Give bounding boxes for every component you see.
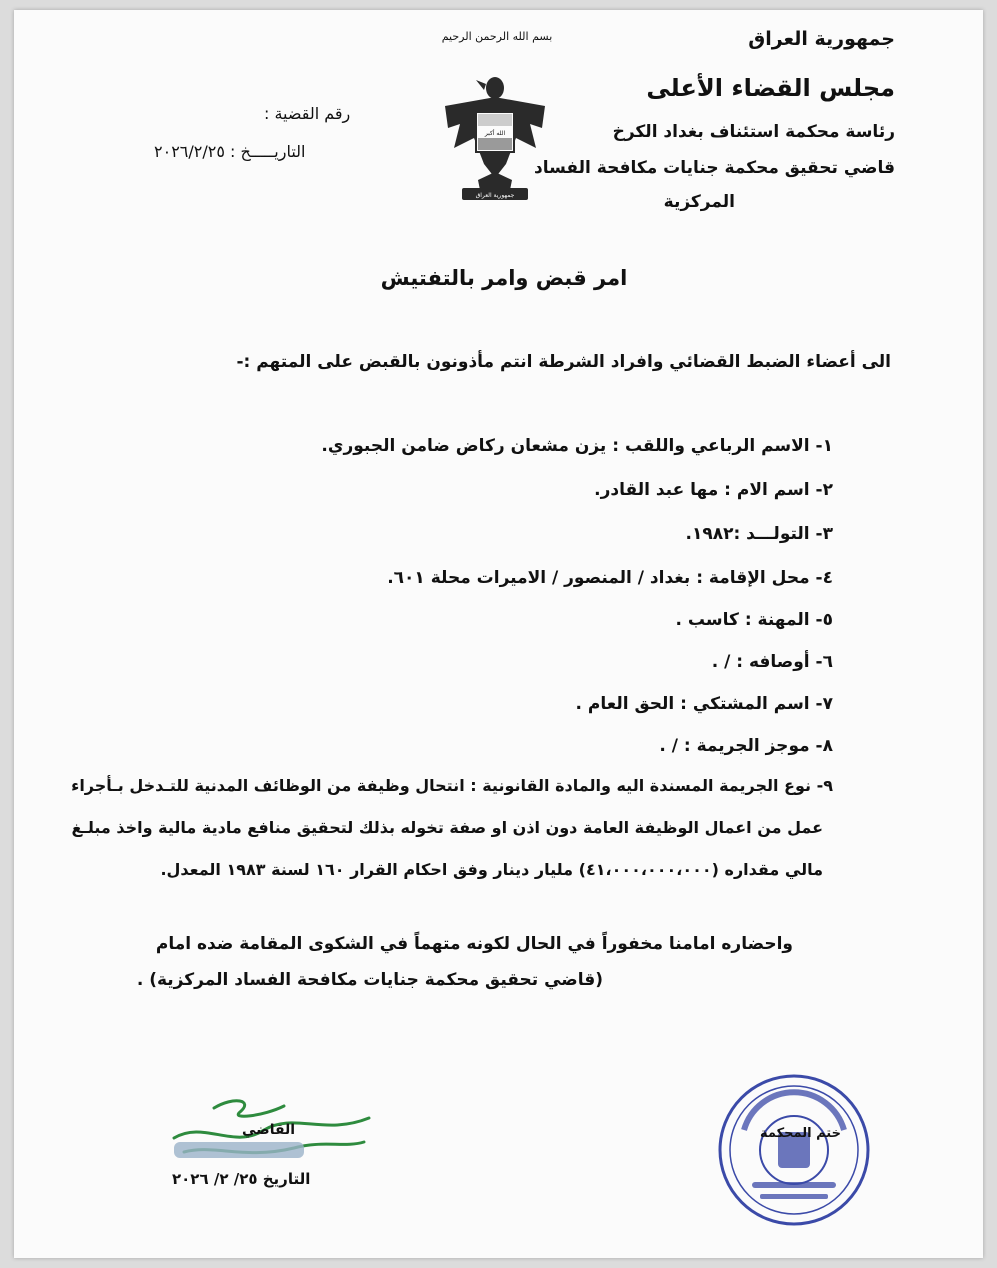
- judge-office-line2: المركزية: [663, 192, 735, 212]
- item-description: ٦- أوصافه : / .: [711, 652, 833, 672]
- judge-title: القاضي: [242, 1122, 296, 1138]
- item-birth-year: ٣- التولـــد :١٩٨٢.: [685, 524, 833, 544]
- court-presidency: رئاسة محكمة استئناف بغداد الكرخ: [612, 122, 895, 142]
- item-crime-type-line3: مالي مقداره (٤١،٠٠٠،٠٠٠،٠٠٠) مليار دينار وفق احكام القرار ١٦٠ لسنة ١٩٨٣ المعدل.: [160, 860, 823, 879]
- item-mother-name: ٢- اسم الام : مها عبد القادر.: [594, 480, 833, 500]
- closing-line1: واحضاره امامنا مخفوراً في الحال لكونه متهماً في الشكوى المقامة ضده امام: [155, 934, 793, 954]
- judge-office-line1: قاضي تحقيق محكمة جنايات مكافحة الفساد: [533, 158, 895, 178]
- emblem-country-label: جمهورية العراق: [475, 192, 515, 199]
- emblem-motto: الله أكبر: [484, 130, 506, 137]
- document-page: [14, 10, 983, 1258]
- council-name: مجلس القضاء الأعلى: [646, 74, 895, 102]
- item-crime-summary: ٨- موجز الجريمة : / .: [659, 736, 833, 756]
- item-crime-type-line1: ٩- نوع الجريمة المسندة اليه والمادة القانونية : انتحال وظيفة من الوظائف المدنية للتـدخل بـأجراء: [71, 776, 833, 795]
- closing-line2: (قاضي تحقيق محكمة جنايات مكافحة الفساد المركزية) .: [136, 970, 603, 990]
- basmala: بسم الله الرحمن الرحيم: [441, 30, 553, 43]
- country-name: جمهورية العراق: [748, 28, 895, 50]
- iraq-eagle-emblem-icon: [440, 68, 550, 208]
- case-number-label: رقم القضية :: [264, 104, 351, 123]
- document-date: [154, 142, 305, 161]
- document-title: امر قبض وامر بالتفتيش: [380, 266, 628, 290]
- court-stamp: [714, 1070, 874, 1230]
- stamp-label: ختم المحكمة: [760, 1126, 841, 1141]
- signature-date: [172, 1170, 310, 1188]
- item-profession: ٥- المهنة : كاسب .: [675, 610, 833, 630]
- intro-paragraph: الى أعضاء الضبط القضائي وافراد الشرطة انتم مأذونون بالقبض على المتهم :-: [236, 352, 891, 372]
- date-label: التاريـــــخ :: [230, 142, 306, 161]
- judge-signature-block: [144, 1090, 384, 1200]
- date-value: ٢٠٢٦/٢/٢٥: [154, 142, 225, 161]
- item-complainant: ٧- اسم المشتكي : الحق العام .: [575, 694, 833, 714]
- signature-date-value: ٢٥/ ٢/ ٢٠٢٦: [172, 1170, 258, 1188]
- item-crime-type-line2: عمل من اعمال الوظيفة العامة دون اذن او صفة تخوله بذلك لتحقيق منافع مادية مالية واخذ مبلـغ: [71, 818, 823, 837]
- signature-date-label: التاريخ: [262, 1170, 311, 1188]
- item-full-name: ١- الاسم الرباعي واللقب : يزن مشعان ركاض ضامن الجبوري.: [321, 436, 833, 456]
- court-seal-icon: [714, 1070, 874, 1230]
- item-residence: ٤- محل الإقامة : بغداد / المنصور / الاميرات محلة ٦٠١.: [387, 568, 833, 588]
